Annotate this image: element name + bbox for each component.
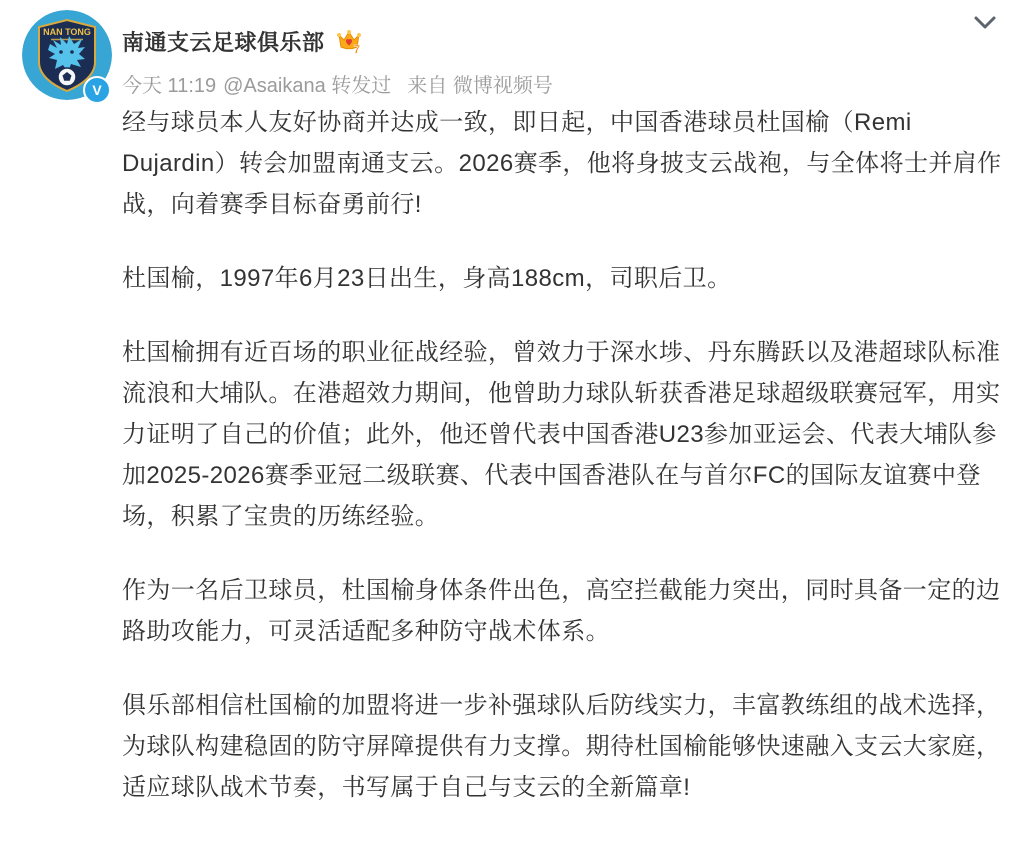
timestamp: 今天 11:19 [122, 75, 217, 97]
paragraph-career-history: 杜国榆拥有近百场的职业征战经验，曾效力于深水埗、丹东腾跃以及港超球队标准流浪和大埔队。在港超效力期间，他曾助力球队斩获香港足球超级联赛冠军，用实力证明了自己的价值；此外，他还曾代表中国香港U23参加亚运会、代表大埔队参加2025-2026赛季亚冠二级联赛、代表中国香港队在与首尔FC的国际友谊赛中登场，积累了宝贵的历练经验。 [122, 339, 1001, 530]
vip-level-number: 7 [353, 42, 360, 55]
verified-letter: V [92, 82, 102, 98]
verified-badge [83, 76, 111, 104]
vip-crown-icon [335, 27, 363, 55]
post-meta [122, 73, 1006, 99]
paragraph-announcement: 经与球员本人友好协商并达成一致，即日起，中国香港球员杜国榆（Remi Dujardin）转会加盟南通支云。2026赛季，他将身披支云战袍，与全体将士并肩作战，向着赛季目标奋勇前行! [122, 109, 1002, 218]
paragraph-club-expectation: 俱乐部相信杜国榆的加盟将进一步补强球队后防线实力，丰富教练组的战术选择，为球队构建稳固的防守屏障提供有力支撑。期待杜国榆能够快速融入支云大家庭，适应球队战术节奏，书写属于自己与支云的全新篇章! [122, 692, 1001, 801]
author-name[interactable]: 南通支云足球俱乐部 [122, 29, 325, 55]
author-row [122, 24, 1006, 58]
post-content [122, 102, 1006, 808]
repost-note-link[interactable]: @Asaikana 转发过 [223, 75, 392, 97]
paragraph-playing-style: 作为一名后卫球员，杜国榆身体条件出色，高空拦截能力突出，同时具备一定的边路助攻能力，可灵活适配多种防守战术体系。 [122, 577, 1001, 645]
avatar[interactable] [22, 10, 112, 100]
source-link[interactable]: 来自 微博视频号 [407, 75, 553, 97]
paragraph-player-profile: 杜国榆，1997年6月23日出生，身高188cm，司职后卫。 [122, 265, 732, 292]
crest-text: NAN TONG [43, 27, 91, 37]
